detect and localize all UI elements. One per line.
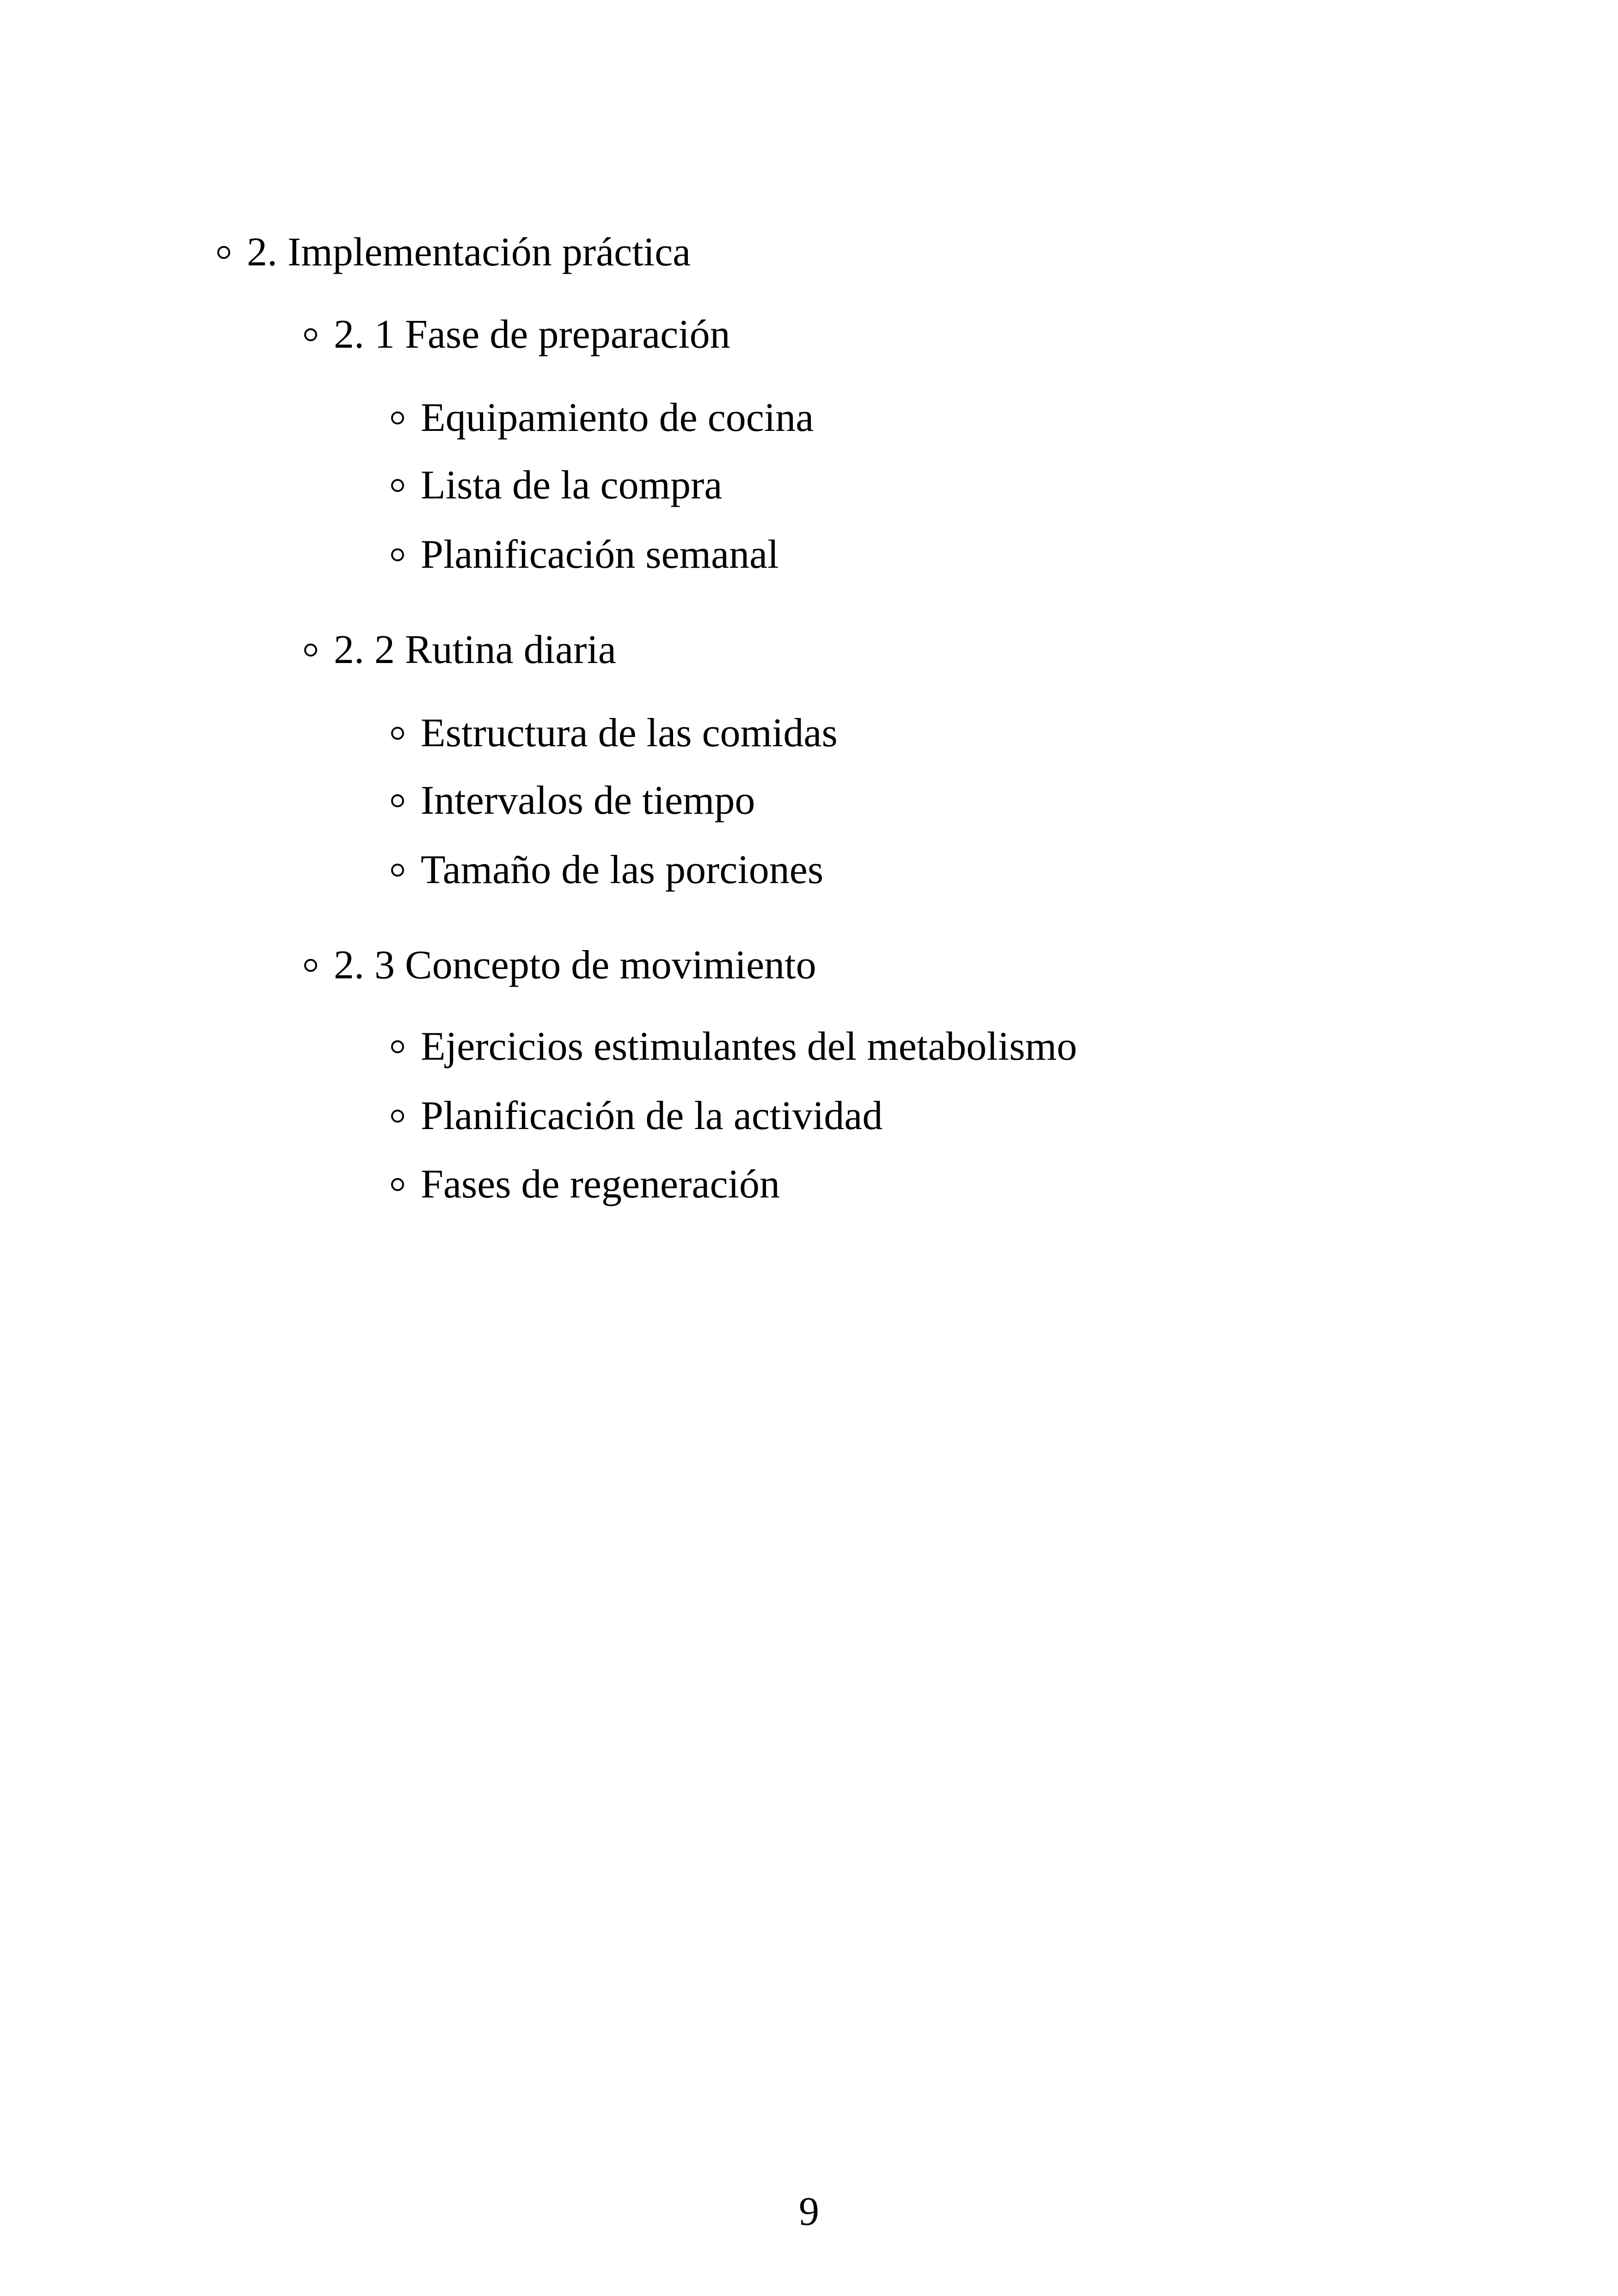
outline-item-label: Fases de regeneración bbox=[421, 1162, 780, 1207]
outline-item-label: Intervalos de tiempo bbox=[421, 778, 755, 823]
circle-bullet-icon bbox=[391, 727, 404, 740]
outline-item bbox=[391, 395, 814, 440]
outline-subsection bbox=[304, 627, 616, 672]
outline-item-label: Lista de la compra bbox=[421, 463, 723, 508]
circle-bullet-icon bbox=[217, 246, 230, 259]
outline-section-title: 2. Implementación práctica bbox=[247, 230, 691, 275]
outline-item-label: Planificación semanal bbox=[421, 532, 779, 577]
outline-item bbox=[391, 534, 779, 575]
outline-subsection bbox=[304, 945, 816, 986]
circle-bullet-icon bbox=[391, 548, 404, 561]
outline-item-label: Tamaño de las porciones bbox=[421, 847, 824, 892]
outline-item bbox=[391, 1093, 883, 1138]
circle-bullet-icon bbox=[391, 1040, 404, 1053]
circle-bullet-icon bbox=[304, 328, 317, 341]
page-number: 9 bbox=[799, 2189, 819, 2234]
outline-item-label: Ejercicios estimulantes del metabolismo bbox=[421, 1024, 1077, 1069]
circle-bullet-icon bbox=[391, 864, 404, 877]
circle-bullet-icon bbox=[391, 794, 404, 807]
outline-item-label: Estructura de las comidas bbox=[421, 711, 838, 755]
outline-subsection-title: 2. 2 Rutina diaria bbox=[334, 627, 616, 672]
outline-section bbox=[217, 232, 691, 273]
circle-bullet-icon bbox=[391, 1178, 404, 1191]
outline-item bbox=[391, 780, 755, 821]
outline-item bbox=[391, 1026, 1077, 1067]
outline-item bbox=[391, 847, 824, 892]
outline-item bbox=[391, 1164, 780, 1205]
outline-item bbox=[391, 713, 838, 754]
outline-subsection-title: 2. 3 Concepto de movimiento bbox=[334, 943, 816, 988]
outline-item-label: Equipamiento de cocina bbox=[421, 395, 814, 440]
circle-bullet-icon bbox=[391, 1110, 404, 1123]
circle-bullet-icon bbox=[391, 411, 404, 424]
outline-item-label: Planificación de la actividad bbox=[421, 1093, 883, 1138]
circle-bullet-icon bbox=[304, 959, 317, 972]
outline-item bbox=[391, 465, 722, 506]
circle-bullet-icon bbox=[304, 644, 317, 657]
circle-bullet-icon bbox=[391, 479, 404, 492]
outline-subsection-title: 2. 1 Fase de preparación bbox=[334, 312, 730, 357]
outline-subsection bbox=[304, 314, 730, 355]
